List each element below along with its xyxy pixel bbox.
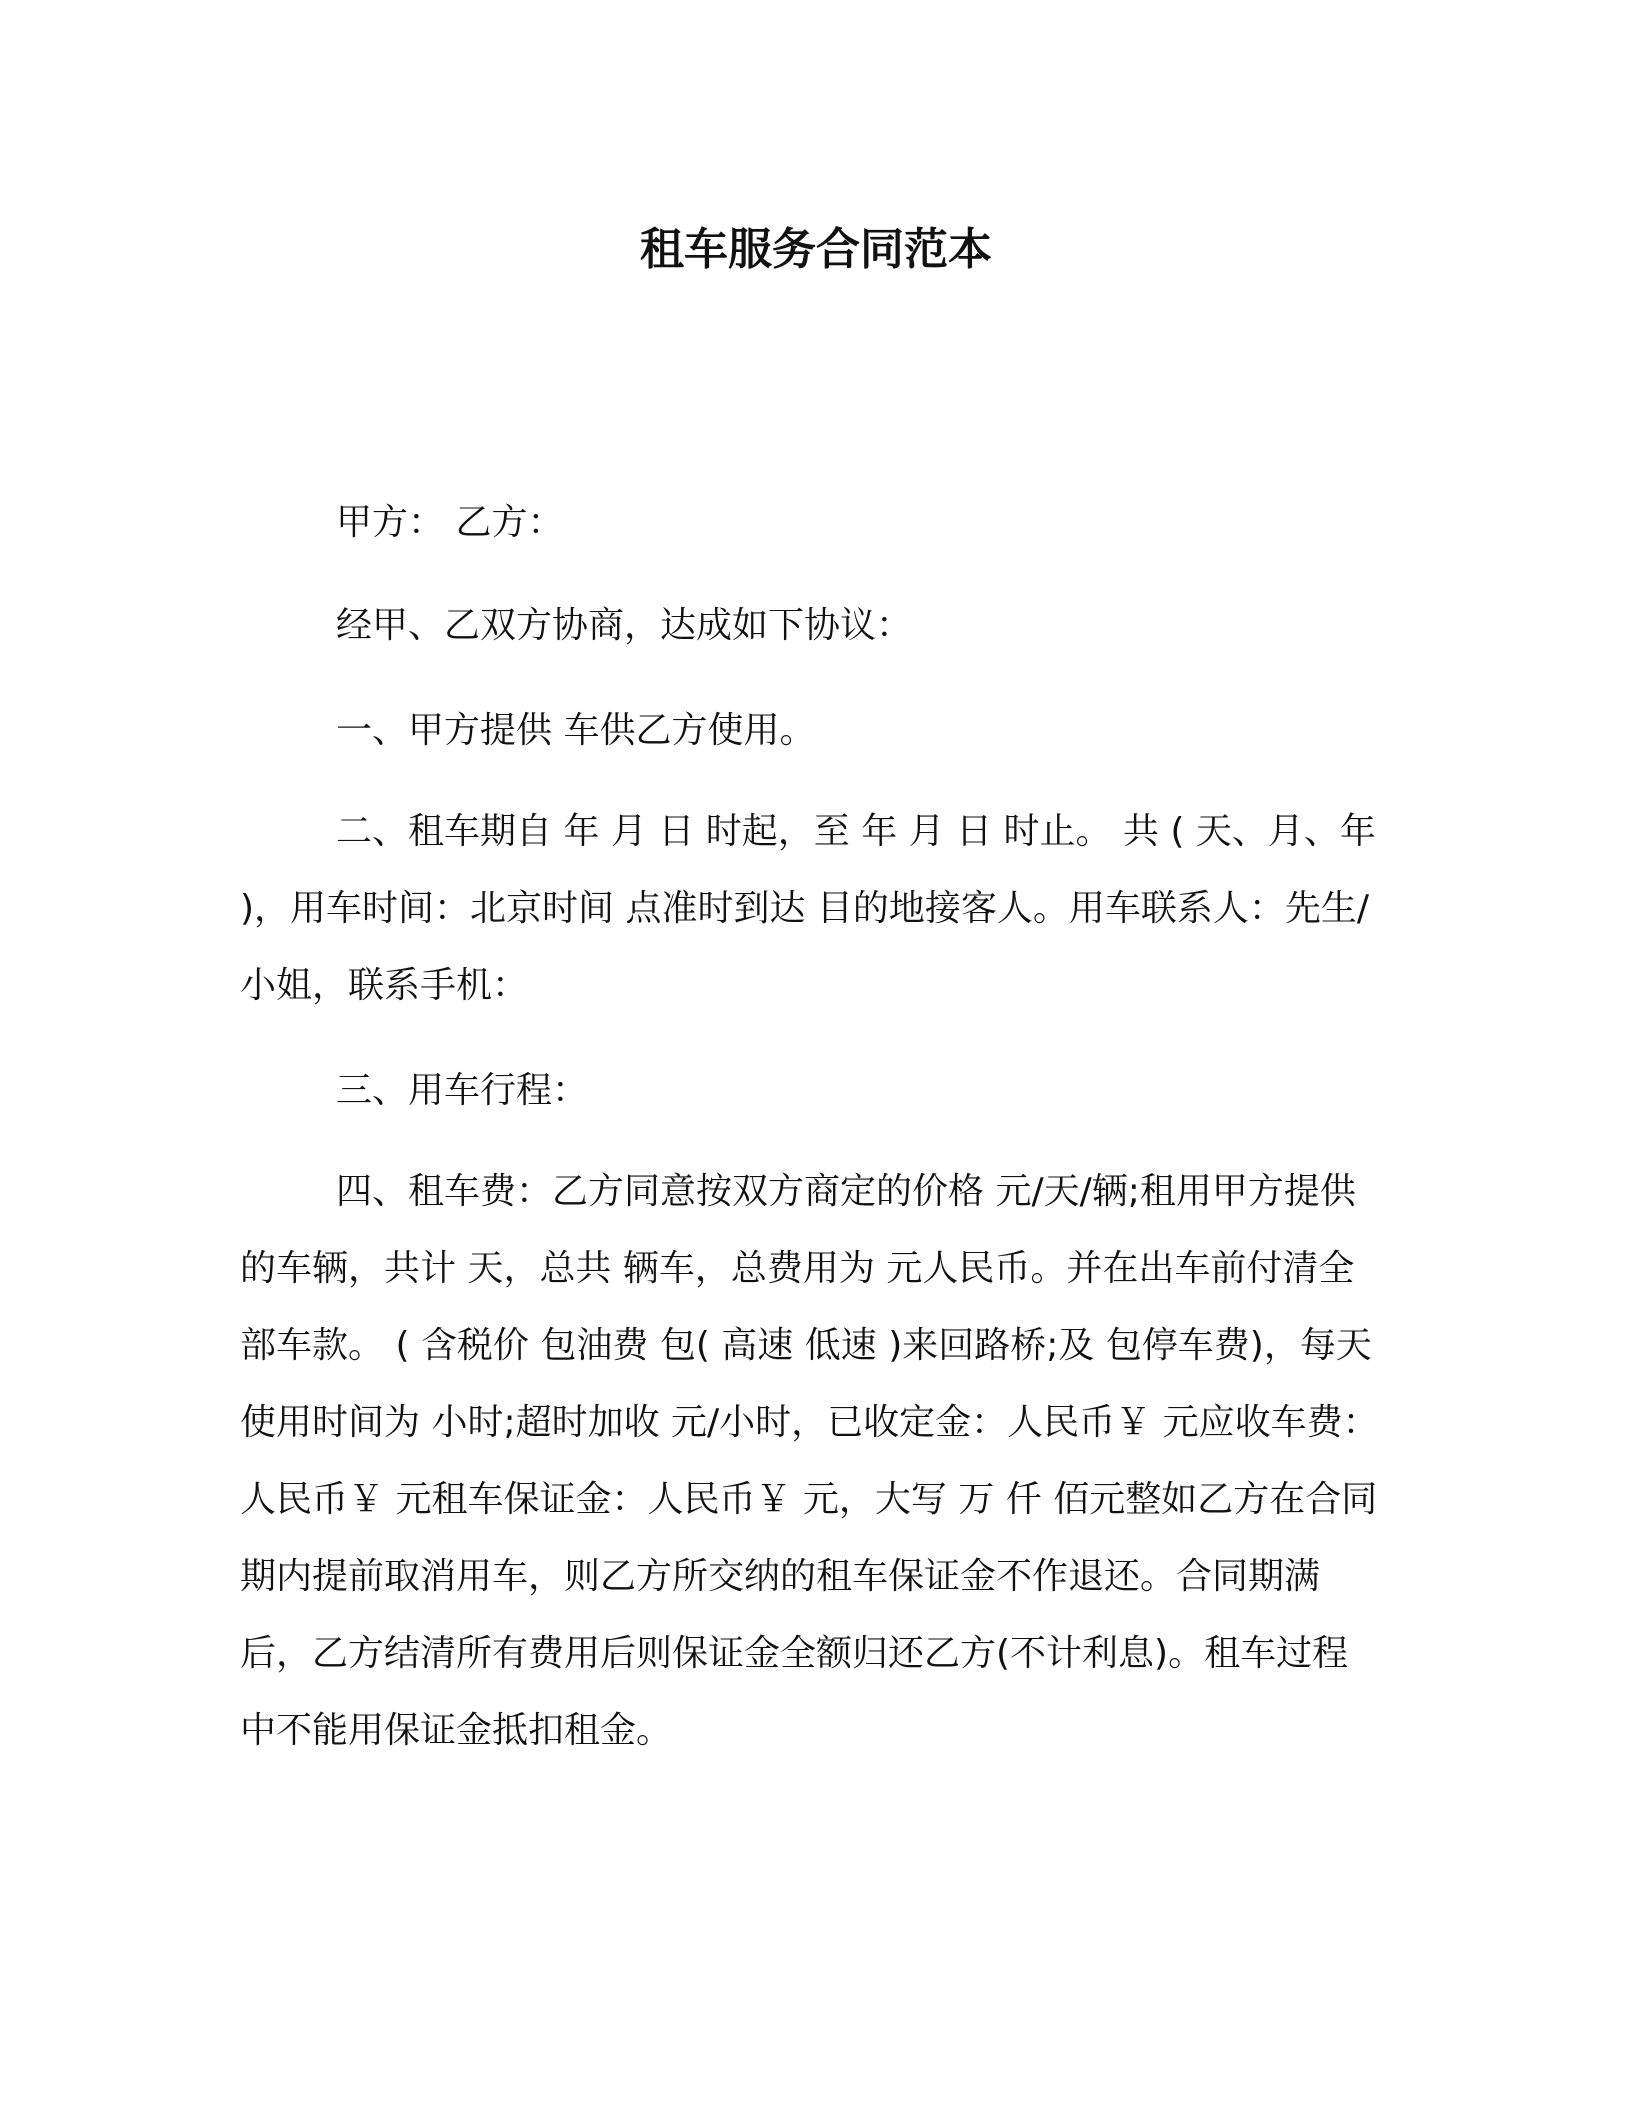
clause-4: 四、租车费：乙方同意按双方商定的价格 元/天/辆;租用甲方提供的车辆，共计 天，总共 辆车，总费用为 元人民币。并在出车前付清全部车款。 ( 含税价 包油费 包( 高速 低速 )来回路桥;及 包停车费)，每天使用时间为 小时;超时加收 元/小时，已收定金：人民币￥ 元应收车费：人民币￥ 元租车保证金：人民币￥ 元，大写 万 仟 佰元整如乙方在合同期内提前取消用车，则乙方所交纳的租车保证金不作退还。合同期满后，乙方结清所有费用后则保证金全额归还乙方(不计利息)。租车过程中不能用保证金抵扣租金。: [240, 1171, 1379, 1751]
agreement-intro: 经甲、乙双方协商，达成如下协议：: [336, 605, 913, 646]
clause-3: 三、用车行程：: [336, 1070, 589, 1111]
party-line: 甲方： 乙方：: [336, 502, 564, 543]
clause-1: 一、甲方提供 车供乙方使用。: [336, 710, 816, 751]
document-title: 租车服务合同范本: [640, 224, 992, 275]
clause-2: 二、租车期自 年 月 日 时起，至 年 月 日 时止。 共 ( 天、月、年 )，用车时间：北京时间 点准时到达 目的地接客人。用车联系人：先生/小姐，联系手机：: [240, 811, 1376, 1006]
